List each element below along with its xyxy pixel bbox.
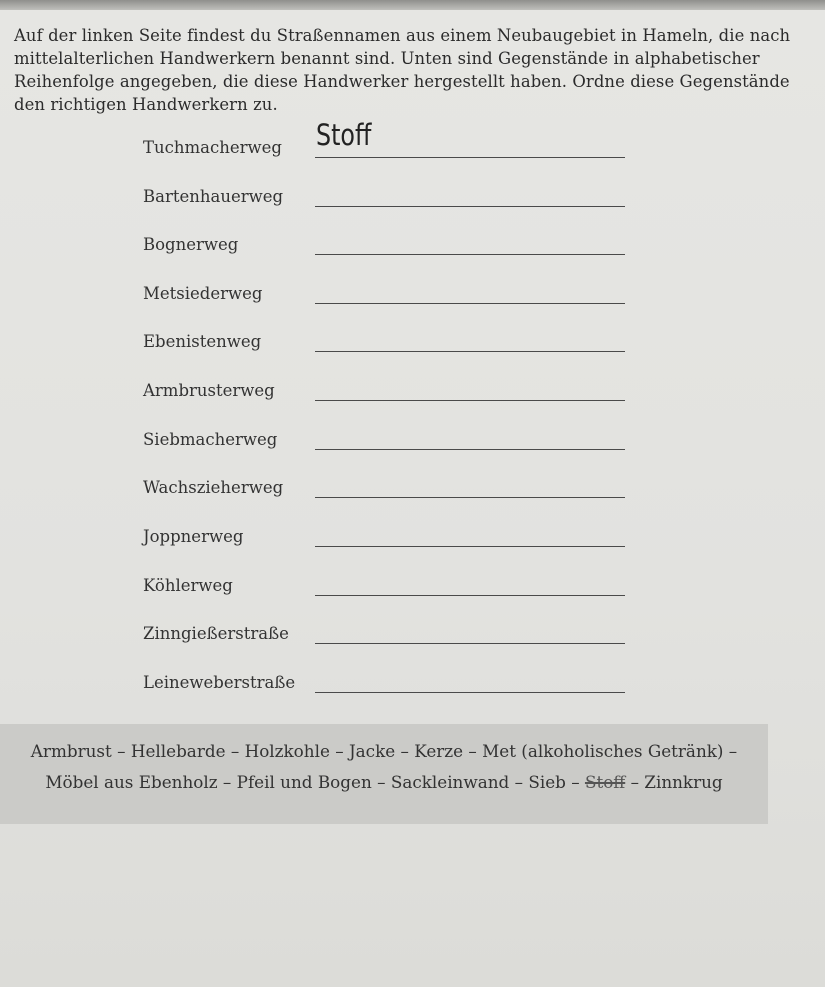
street-name: Tuchmacherweg: [143, 138, 282, 157]
street-name: Metsiederweg: [143, 284, 263, 303]
word-bank-line-1: Armbrust – Hellebarde – Holzkohle – Jacke – Kerze – Met (alkoholisches Getränk) –: [30, 741, 738, 761]
street-row: [0, 478, 825, 508]
street-name: Bognerweg: [143, 235, 239, 254]
street-row: [0, 187, 825, 217]
instructions-text: Auf der linken Seite findest du Straßennamen aus einem Neubaugebiet in Hameln, die nach mittelalterlichen Handwerkern benannt sind. Unten sind Gegenstände in alphabetischer Reihenfolge angegeben, die diese Handwerker hergestellt haben. Ordne diese Gegenstände den richtigen Handwerkern zu.: [14, 26, 791, 114]
answer-line[interactable]: [315, 351, 625, 352]
street-row: [0, 527, 825, 557]
street-name: Armbrusterweg: [143, 381, 275, 400]
answer-line[interactable]: [315, 595, 625, 596]
street-name: Ebenistenweg: [143, 332, 262, 351]
street-name: Bartenhauerweg: [143, 187, 284, 206]
word-bank-items: Möbel aus Ebenholz – Pfeil und Bogen – Sackleinwand – Sieb –: [45, 772, 580, 792]
answer-line[interactable]: [315, 546, 625, 547]
street-row: [0, 430, 825, 460]
answer-line[interactable]: [315, 400, 625, 401]
word-bank-items-end: – Zinnkrug: [630, 772, 723, 792]
street-row: [0, 381, 825, 411]
street-row: [0, 624, 825, 654]
answer-line[interactable]: [315, 206, 625, 207]
street-row: [0, 118, 825, 168]
street-name: Siebmacherweg: [143, 430, 278, 449]
answer-line[interactable]: [315, 254, 625, 255]
answer-line[interactable]: [315, 692, 625, 693]
street-name: Leineweberstraße: [143, 673, 296, 692]
answer-line[interactable]: [315, 497, 625, 498]
crossed-out-item: Stoff: [584, 772, 626, 792]
street-name: Wachszieherweg: [143, 478, 284, 497]
worksheet: [0, 10, 825, 987]
street-row: [0, 332, 825, 362]
street-row: [0, 576, 825, 606]
answer-line[interactable]: [315, 157, 625, 158]
street-name: Zinngießerstraße: [143, 624, 289, 643]
street-name: Joppnerweg: [143, 527, 244, 546]
street-row: [0, 284, 825, 314]
street-row: [0, 673, 825, 703]
word-bank: [0, 724, 768, 824]
word-bank-line-2: [0, 772, 768, 792]
street-name: Köhlerweg: [143, 576, 233, 595]
answer-line[interactable]: [315, 643, 625, 644]
street-row: [0, 235, 825, 265]
handwritten-answer: Stoff: [316, 118, 372, 152]
answer-line[interactable]: [315, 449, 625, 450]
answer-line[interactable]: [315, 303, 625, 304]
